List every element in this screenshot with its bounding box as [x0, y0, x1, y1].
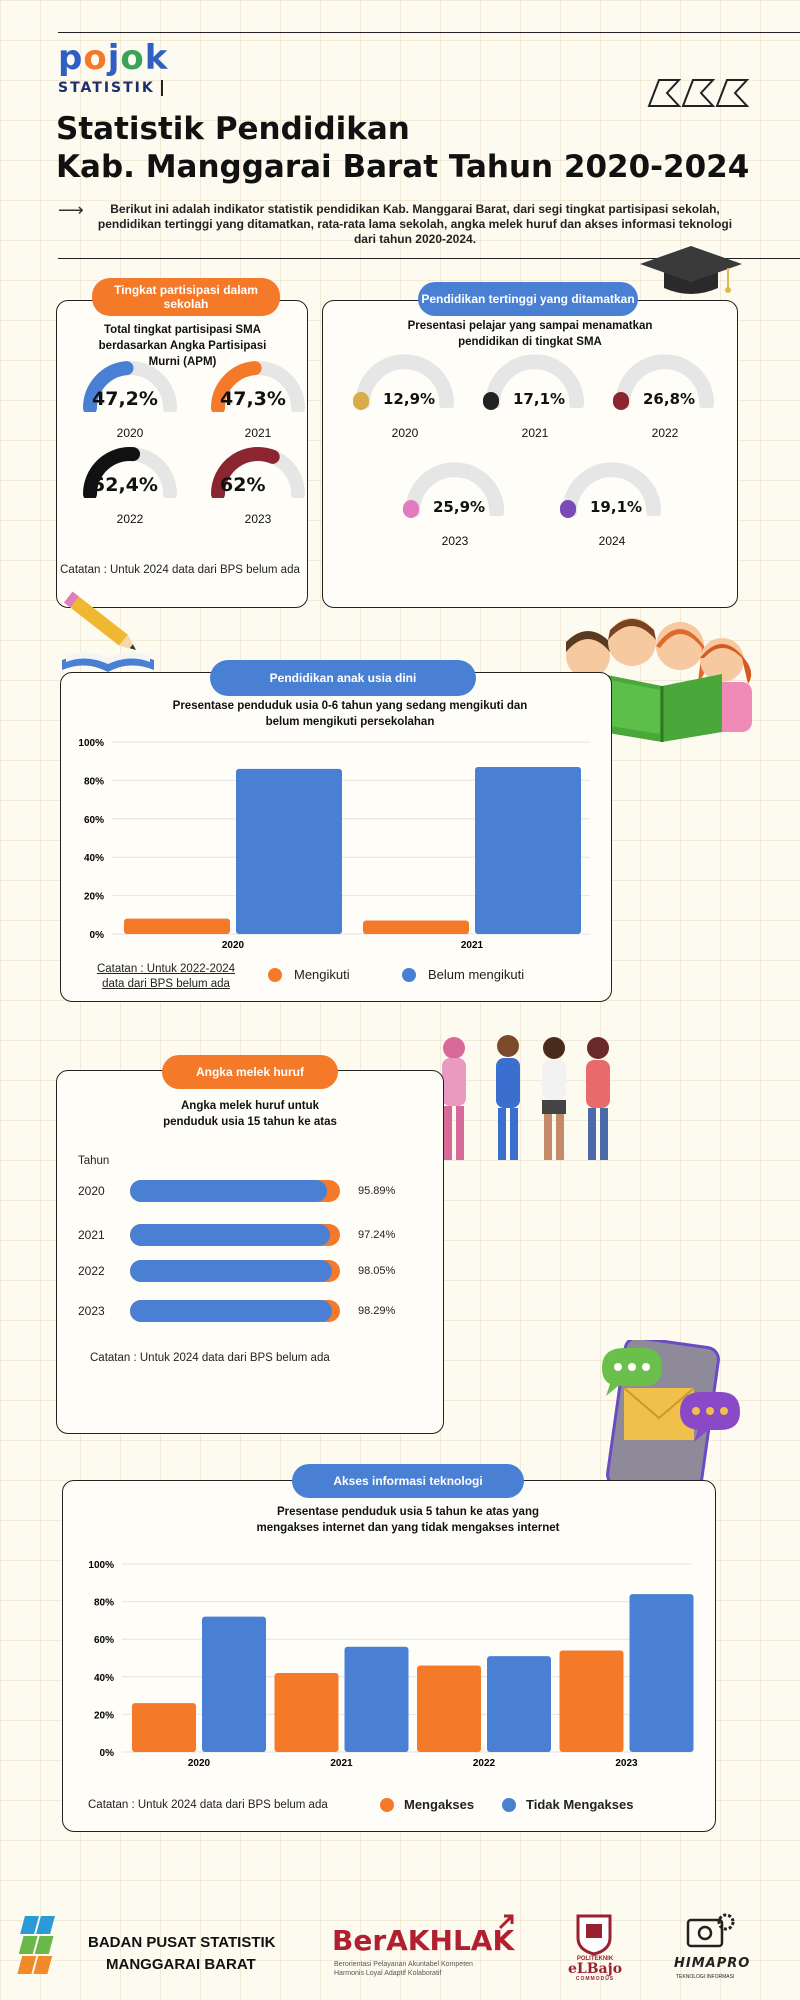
legend-mengakses-label: Mengakses — [404, 1797, 475, 1812]
early-childhood-pill: Pendidikan anak usia dini — [210, 660, 476, 696]
bar-mengikuti-2021 — [363, 921, 469, 934]
legend-belum-swatch — [402, 968, 416, 982]
x-tick-label-2021: 2021 — [460, 940, 484, 950]
literacy-value-2023: 98.29% — [358, 1305, 396, 1317]
bps-name-line1: BADAN PUSAT STATISTIK — [88, 1934, 276, 1951]
participation-year-2023: 2023 — [244, 512, 272, 526]
highest-edu-marker-2020 — [353, 392, 369, 410]
x-tick-label-2020: 2020 — [187, 1758, 211, 1769]
highest-edu-value-2020: 12,9% — [383, 390, 436, 408]
participation-subtitle: Total tingkat partisipasi SMA berdasarkan Angka Partisipasi Murni (APM) — [98, 324, 267, 368]
bar-mengakses-2022 — [417, 1666, 481, 1752]
literacy-bar-2021 — [130, 1224, 330, 1246]
participation-value-2022: 52,4% — [92, 474, 158, 496]
students-illustration — [430, 1030, 630, 1175]
legend-mengikuti-label: Mengikuti — [294, 967, 350, 982]
literacy-value-2020: 95.89% — [358, 1185, 396, 1197]
y-tick-label: 40% — [83, 853, 104, 865]
legend-tidak-label: Tidak Mengakses — [526, 1797, 634, 1812]
participation-note: Catatan : Untuk 2024 data dari BPS belum ada — [60, 564, 300, 576]
highest-edu-pill: Pendidikan tertinggi yang ditamatkan — [418, 282, 638, 316]
highest-edu-marker-2021 — [483, 392, 499, 410]
politeknik-crest-icon — [574, 1912, 614, 1961]
participation-year-2022: 2022 — [116, 512, 144, 526]
y-tick-label: 0% — [99, 1748, 114, 1759]
y-tick-label: 60% — [93, 1635, 114, 1647]
bar-belum-mengikuti-2020 — [236, 769, 342, 934]
berakhlak-tagline: Berorientasi Pelayanan Akuntabel Kompeten Harmonis Loyal Adaptif Kolaboratif — [334, 1961, 473, 1977]
literacy-pill: Angka melek huruf — [162, 1055, 338, 1089]
highest-edu-value-2023: 25,9% — [433, 498, 486, 516]
himapro-name: HIMAPRO — [674, 1956, 751, 1971]
bar-mengikuti-2020 — [124, 919, 230, 934]
highest-edu-year-2024: 2024 — [598, 534, 626, 548]
bar-mengakses-2020 — [132, 1703, 196, 1752]
tech-access-subtitle: Presentase penduduk usia 5 tahun ke atas yang mengakses internet dan yang tidak mengakses internet — [256, 1506, 560, 1534]
literacy-value-2021: 97.24% — [358, 1229, 396, 1241]
participation-year-2020: 2020 — [116, 426, 144, 440]
y-tick-label: 20% — [93, 1710, 114, 1722]
y-tick-label: 40% — [93, 1672, 114, 1684]
literacy-bar-2020 — [130, 1180, 327, 1202]
y-tick-label: 60% — [83, 814, 104, 826]
highest-edu-year-2021: 2021 — [521, 426, 549, 440]
participation-pill: Tingkat partisipasi dalam sekolah — [92, 278, 280, 316]
bps-name-line2: MANGGARAI BARAT — [106, 1956, 256, 1973]
literacy-note: Catatan : Untuk 2024 data dari BPS belum ada — [90, 1352, 330, 1364]
participation-value-2021: 47,3% — [220, 388, 286, 410]
highest-edu-value-2021: 17,1% — [513, 390, 566, 408]
politeknik-name: POLITEKNIK eLBajo COMMODUS — [567, 1956, 623, 1982]
literacy-axis-label: Tahun — [78, 1155, 110, 1167]
pencil-book-illustration — [56, 590, 166, 681]
y-tick-label: 20% — [83, 891, 104, 903]
bar-tidak-mengakses-2022 — [487, 1656, 551, 1752]
y-tick-label: 80% — [83, 776, 104, 788]
early-childhood-subtitle: Presentase penduduk usia 0-6 tahun yang sedang mengikuti dan belum mengikuti persekolahan — [172, 700, 528, 728]
bar-mengakses-2023 — [560, 1650, 624, 1752]
early-childhood-note: Catatan : Untuk 2022-2024 data dari BPS belum ada — [96, 963, 236, 990]
bar-tidak-mengakses-2020 — [202, 1617, 266, 1752]
legend-belum-label: Belum mengikuti — [428, 967, 525, 982]
pojok-logo: pojok — [58, 38, 169, 78]
y-tick-label: 80% — [93, 1597, 114, 1609]
highest-edu-year-2023: 2023 — [441, 534, 469, 548]
y-tick-label: 100% — [78, 738, 104, 749]
highest-edu-subtitle: Presentasi pelajar yang sampai menamatkan pendidikan di tingkat SMA — [407, 320, 653, 348]
participation-value-2023: 62% — [220, 474, 266, 496]
literacy-year-2020: 2020 — [78, 1184, 105, 1198]
literacy-year-2023: 2023 — [78, 1304, 105, 1318]
logo-subtitle: STATISTIK — [58, 80, 163, 96]
berakhlak-arrow-icon — [496, 1912, 516, 1937]
highest-edu-marker-2024 — [560, 500, 576, 518]
highest-edu-marker-2022 — [613, 392, 629, 410]
literacy-bar-2022 — [130, 1260, 332, 1282]
highest-edu-value-2022: 26,8% — [643, 390, 696, 408]
bar-tidak-mengakses-2021 — [345, 1647, 409, 1752]
bar-mengakses-2021 — [275, 1673, 339, 1752]
literacy-subtitle: Angka melek huruf untuk penduduk usia 15 tahun ke atas — [163, 1100, 337, 1128]
highest-edu-year-2022: 2022 — [651, 426, 679, 440]
y-tick-label: 0% — [89, 930, 104, 941]
page-title: Statistik Pendidikan Kab. Manggarai Barat Tahun 2020-2024 — [56, 111, 750, 185]
legend-mengikuti-swatch — [268, 968, 282, 982]
intro-text: Berikut ini adalah indikator statistik pendidikan Kab. Manggarai Barat, dari segi tingkat partisipasi sekolah, pendidikan tertinggi yang ditamatkan, rata-rata lama sekolah, angka melek huruf dan akses informasi teknologi dari tahun 2020-2024. — [97, 202, 733, 246]
early-childhood-chart — [60, 730, 610, 950]
literacy-value-2022: 98.05% — [358, 1265, 396, 1277]
x-tick-label-2021: 2021 — [330, 1758, 353, 1769]
y-tick-label: 100% — [88, 1560, 114, 1571]
himapro-logo-icon — [684, 1912, 736, 1957]
tech-access-pill: Akses informasi teknologi — [292, 1464, 524, 1498]
x-tick-label-2020: 2020 — [221, 940, 245, 950]
tech-access-chart — [62, 1550, 714, 1770]
participation-value-2020: 47,2% — [92, 388, 158, 410]
tech-access-note: Catatan : Untuk 2024 data dari BPS belum ada — [88, 1799, 328, 1811]
literacy-year-2022: 2022 — [78, 1264, 105, 1278]
bps-logo-icon — [6, 1912, 90, 1989]
x-tick-label-2022: 2022 — [472, 1758, 496, 1769]
x-tick-label-2023: 2023 — [615, 1758, 638, 1769]
legend-mengakses-swatch — [380, 1798, 394, 1812]
literacy-year-2021: 2021 — [78, 1228, 105, 1242]
literacy-bar-2023 — [130, 1300, 332, 1322]
highest-edu-value-2024: 19,1% — [590, 498, 643, 516]
highest-edu-marker-2023 — [403, 500, 419, 518]
himapro-sub: TEKNOLOGI INFORMASI — [676, 1974, 735, 1980]
berakhlak-logo: BerAKHLAK — [332, 1924, 515, 1957]
arrow-right-icon: ⟶ — [58, 200, 84, 220]
highest-edu-year-2020: 2020 — [391, 426, 419, 440]
participation-year-2021: 2021 — [244, 426, 272, 440]
bar-belum-mengikuti-2021 — [475, 767, 581, 934]
bar-tidak-mengakses-2023 — [630, 1594, 694, 1752]
legend-tidak-swatch — [502, 1798, 516, 1812]
